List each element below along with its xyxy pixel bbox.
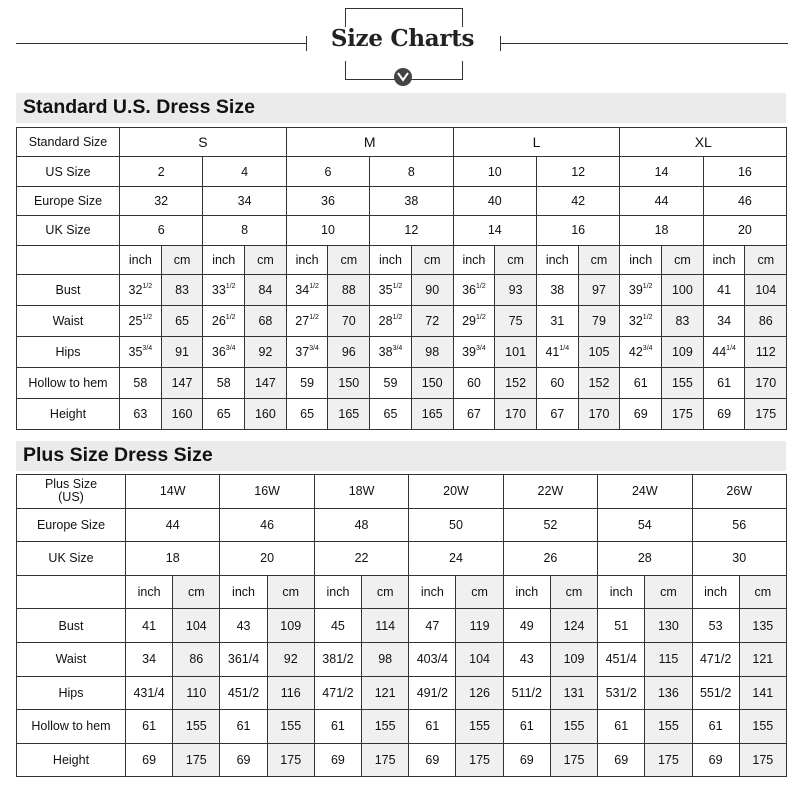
- fraction: 3/4: [642, 344, 653, 352]
- measure-value: 92: [267, 642, 314, 676]
- measure-value: 69: [409, 743, 456, 777]
- size-value: 54: [598, 508, 692, 542]
- measure-value: 104: [745, 274, 787, 305]
- measure-value: 41: [703, 274, 745, 305]
- measure-value: 83: [161, 274, 203, 305]
- size-value: 20: [220, 542, 314, 576]
- row-label: Hips: [17, 676, 126, 710]
- size-value: 14: [453, 216, 536, 245]
- measure-value: 126: [456, 676, 503, 710]
- measure-value: 124: [550, 609, 597, 643]
- plus-row-hips: [17, 676, 787, 710]
- row-label: Waist: [17, 305, 120, 336]
- size-value: 16: [536, 216, 619, 245]
- plus-row-hollow-to-hem: [17, 710, 787, 744]
- measure-value: $34^{1/2}$: [286, 274, 328, 305]
- measure-value: 41: [126, 609, 173, 643]
- row-label: Bust: [17, 609, 126, 643]
- unit-inch: inch: [314, 575, 361, 609]
- size-value: 52: [503, 508, 597, 542]
- measure-value: 60: [453, 367, 495, 398]
- standard-row-waist: [17, 305, 787, 336]
- header-rule-left: [16, 43, 306, 44]
- standard-size-l: L: [453, 128, 620, 157]
- row-label: Height: [17, 743, 126, 777]
- unit-cm: cm: [161, 245, 203, 274]
- measure-value: 431/4: [126, 676, 173, 710]
- measure-value: 61: [703, 367, 745, 398]
- measure-value: $42^{3/4}$: [620, 336, 662, 367]
- plus-size-22w: 22W: [503, 475, 597, 509]
- measure-value: 155: [662, 367, 704, 398]
- fraction: 1/2: [392, 313, 403, 321]
- measure-value: 38: [536, 274, 578, 305]
- measure-value: 471/2: [314, 676, 361, 710]
- fraction: 3/4: [142, 344, 153, 352]
- standard-label-header: Standard Size: [17, 128, 120, 157]
- unit-inch: inch: [620, 245, 662, 274]
- measure-value: 155: [739, 710, 786, 744]
- standard-size-xl: XL: [620, 128, 787, 157]
- measure-value: 61: [126, 710, 173, 744]
- plus-size-26w: 26W: [692, 475, 786, 509]
- fraction: 1/2: [392, 282, 403, 290]
- measure-value: 65: [286, 398, 328, 429]
- size-value: 4: [203, 157, 286, 186]
- standard-unit-row: [17, 245, 787, 274]
- unit-cm: cm: [645, 575, 692, 609]
- row-label: Hollow to hem: [17, 367, 120, 398]
- measure-value: $39^{1/2}$: [620, 274, 662, 305]
- size-value: 24: [409, 542, 503, 576]
- measure-value: 131: [550, 676, 597, 710]
- measure-value: 68: [245, 305, 287, 336]
- row-label: Europe Size: [17, 186, 120, 215]
- measure-value: 109: [267, 609, 314, 643]
- unit-cm: cm: [362, 575, 409, 609]
- unit-cm: cm: [550, 575, 597, 609]
- measure-value: 141: [739, 676, 786, 710]
- measure-value: 511/2: [503, 676, 550, 710]
- measure-value: 84: [245, 274, 287, 305]
- fraction: 1/2: [309, 282, 319, 290]
- size-value: 46: [703, 186, 786, 215]
- measure-value: $36^{1/2}$: [453, 274, 495, 305]
- standard-row-hollow-to-hem: [17, 367, 787, 398]
- measure-value: 175: [362, 743, 409, 777]
- size-value: 12: [536, 157, 619, 186]
- unit-inch: inch: [286, 245, 328, 274]
- measure-value: 47: [409, 609, 456, 643]
- size-value: 20: [703, 216, 786, 245]
- size-value: 10: [453, 157, 536, 186]
- fraction: 3/4: [309, 344, 319, 352]
- unit-inch: inch: [453, 245, 495, 274]
- plus-row-waist: [17, 642, 787, 676]
- measure-value: 104: [173, 609, 220, 643]
- size-value: 48: [314, 508, 408, 542]
- size-value: 34: [203, 186, 286, 215]
- page-title: Size Charts: [330, 25, 475, 52]
- fraction: 1/2: [225, 313, 236, 321]
- measure-value: 53: [692, 609, 739, 643]
- measure-value: 110: [173, 676, 220, 710]
- measure-value: 69: [126, 743, 173, 777]
- measure-value: 116: [267, 676, 314, 710]
- fraction: 1/2: [309, 313, 319, 321]
- measure-value: 381/2: [314, 642, 361, 676]
- measure-value: 136: [645, 676, 692, 710]
- measure-value: 61: [220, 710, 267, 744]
- measure-value: 59: [286, 367, 328, 398]
- measure-value: $44^{1/4}$: [703, 336, 745, 367]
- unit-cm: cm: [495, 245, 537, 274]
- measure-value: 175: [745, 398, 787, 429]
- plus-size-18w: 18W: [314, 475, 408, 509]
- size-value: 40: [453, 186, 536, 215]
- row-label: Europe Size: [17, 508, 126, 542]
- measure-value: 175: [267, 743, 314, 777]
- plus-unit-row: [17, 575, 787, 609]
- measure-value: 61: [692, 710, 739, 744]
- measure-value: 67: [453, 398, 495, 429]
- standard-row-height: [17, 398, 787, 429]
- measure-value: 70: [328, 305, 370, 336]
- measure-value: $26^{1/2}$: [203, 305, 245, 336]
- measure-value: 150: [328, 367, 370, 398]
- measure-value: 150: [411, 367, 453, 398]
- measure-value: 471/2: [692, 642, 739, 676]
- measure-value: $36^{3/4}$: [203, 336, 245, 367]
- size-value: 6: [286, 157, 369, 186]
- measure-value: 45: [314, 609, 361, 643]
- standard-row-hips: [17, 336, 787, 367]
- unit-cm: cm: [456, 575, 503, 609]
- fraction: 1/2: [142, 313, 153, 321]
- fraction: 1/2: [642, 282, 653, 290]
- measure-value: 69: [620, 398, 662, 429]
- size-value: 50: [409, 508, 503, 542]
- unit-cm: cm: [739, 575, 786, 609]
- size-value: 32: [120, 186, 203, 215]
- row-label: UK Size: [17, 542, 126, 576]
- measure-value: 61: [598, 710, 645, 744]
- measure-value: 105: [578, 336, 620, 367]
- measure-value: 69: [503, 743, 550, 777]
- measure-value: 96: [328, 336, 370, 367]
- measure-value: 61: [409, 710, 456, 744]
- page-header: [0, 0, 800, 90]
- unit-inch: inch: [370, 245, 412, 274]
- measure-value: $41^{1/4}$: [536, 336, 578, 367]
- measure-value: 170: [495, 398, 537, 429]
- size-value: 44: [620, 186, 703, 215]
- size-value: 16: [703, 157, 786, 186]
- unit-inch: inch: [703, 245, 745, 274]
- measure-value: 135: [739, 609, 786, 643]
- fraction: 1/2: [642, 313, 653, 321]
- chevron-down-icon: [394, 68, 412, 86]
- unit-cm: cm: [578, 245, 620, 274]
- row-label-empty: [17, 245, 120, 274]
- measure-value: 155: [456, 710, 503, 744]
- fraction: 1/2: [142, 282, 153, 290]
- measure-value: 65: [161, 305, 203, 336]
- unit-cm: cm: [328, 245, 370, 274]
- measure-value: 79: [578, 305, 620, 336]
- measure-value: 59: [370, 367, 412, 398]
- row-label: Hollow to hem: [17, 710, 126, 744]
- measure-value: 119: [456, 609, 503, 643]
- measure-value: 69: [220, 743, 267, 777]
- measure-value: 114: [362, 609, 409, 643]
- measure-value: 97: [578, 274, 620, 305]
- measure-value: 86: [745, 305, 787, 336]
- unit-cm: cm: [745, 245, 787, 274]
- measure-value: 112: [745, 336, 787, 367]
- measure-value: 551/2: [692, 676, 739, 710]
- plus-section-title: Plus Size Dress Size: [23, 444, 213, 466]
- measure-value: 69: [314, 743, 361, 777]
- plus-size-16w: 16W: [220, 475, 314, 509]
- measure-value: 155: [173, 710, 220, 744]
- measure-value: $25^{1/2}$: [120, 305, 162, 336]
- measure-value: 121: [362, 676, 409, 710]
- standard-size-s: S: [120, 128, 287, 157]
- size-value: 2: [120, 157, 203, 186]
- fraction: 1/2: [476, 313, 486, 321]
- fraction: 3/4: [225, 344, 236, 352]
- measure-value: 361/4: [220, 642, 267, 676]
- standard-row-uk-size: [17, 216, 787, 245]
- measure-value: 109: [550, 642, 597, 676]
- fraction: 3/4: [476, 344, 486, 352]
- measure-value: $29^{1/2}$: [453, 305, 495, 336]
- measure-value: 31: [536, 305, 578, 336]
- fraction: 1/2: [476, 282, 486, 290]
- standard-row-europe-size: [17, 186, 787, 215]
- measure-value: 152: [578, 367, 620, 398]
- unit-cm: cm: [267, 575, 314, 609]
- fraction: 1/4: [726, 344, 736, 352]
- unit-inch: inch: [220, 575, 267, 609]
- standard-size-m: M: [286, 128, 453, 157]
- size-value: 12: [370, 216, 453, 245]
- size-value: 38: [370, 186, 453, 215]
- measure-value: 175: [739, 743, 786, 777]
- measure-value: $32^{1/2}$: [120, 274, 162, 305]
- measure-value: 175: [173, 743, 220, 777]
- measure-value: 58: [203, 367, 245, 398]
- measure-value: 34: [126, 642, 173, 676]
- fraction: 3/4: [392, 344, 403, 352]
- measure-value: 160: [245, 398, 287, 429]
- plus-row-uk-size: [17, 542, 787, 576]
- unit-inch: inch: [126, 575, 173, 609]
- unit-inch: inch: [598, 575, 645, 609]
- measure-value: 491/2: [409, 676, 456, 710]
- measure-value: 60: [536, 367, 578, 398]
- plus-size-14w: 14W: [126, 475, 220, 509]
- fraction: 1/2: [225, 282, 236, 290]
- measure-value: 147: [245, 367, 287, 398]
- measure-value: 61: [503, 710, 550, 744]
- measure-value: 58: [120, 367, 162, 398]
- measure-value: 175: [550, 743, 597, 777]
- measure-value: 51: [598, 609, 645, 643]
- standard-size-table: [16, 127, 787, 430]
- unit-inch: inch: [536, 245, 578, 274]
- measure-value: 69: [703, 398, 745, 429]
- standard-size-header-row: [17, 128, 787, 157]
- plus-size-header-row: [17, 475, 787, 509]
- size-value: 18: [126, 542, 220, 576]
- measure-value: $27^{1/2}$: [286, 305, 328, 336]
- unit-cm: cm: [662, 245, 704, 274]
- measure-value: 43: [220, 609, 267, 643]
- standard-row-bust: [17, 274, 787, 305]
- size-value: 56: [692, 508, 786, 542]
- row-label: US Size: [17, 157, 120, 186]
- measure-value: 109: [662, 336, 704, 367]
- plus-size-table: [16, 474, 787, 777]
- plus-row-europe-size: [17, 508, 787, 542]
- measure-value: 100: [662, 274, 704, 305]
- plus-label-header: Plus Size (US): [17, 475, 126, 509]
- measure-value: 170: [745, 367, 787, 398]
- measure-value: 98: [362, 642, 409, 676]
- measure-value: 451/2: [220, 676, 267, 710]
- measure-value: $32^{1/2}$: [620, 305, 662, 336]
- measure-value: 61: [620, 367, 662, 398]
- fraction: 1/4: [559, 344, 570, 352]
- measure-value: 75: [495, 305, 537, 336]
- measure-value: $35^{1/2}$: [370, 274, 412, 305]
- measure-value: 403/4: [409, 642, 456, 676]
- measure-value: 104: [456, 642, 503, 676]
- measure-value: $35^{3/4}$: [120, 336, 162, 367]
- size-value: 46: [220, 508, 314, 542]
- measure-value: $38^{3/4}$: [370, 336, 412, 367]
- unit-inch: inch: [692, 575, 739, 609]
- unit-inch: inch: [409, 575, 456, 609]
- measure-value: 90: [411, 274, 453, 305]
- measure-value: 155: [362, 710, 409, 744]
- size-value: 14: [620, 157, 703, 186]
- measure-value: 61: [314, 710, 361, 744]
- unit-inch: inch: [120, 245, 162, 274]
- measure-value: 101: [495, 336, 537, 367]
- size-value: 42: [536, 186, 619, 215]
- header-rule-right: [500, 43, 788, 44]
- size-value: 28: [598, 542, 692, 576]
- measure-value: 170: [578, 398, 620, 429]
- measure-value: 155: [550, 710, 597, 744]
- row-label: Bust: [17, 274, 120, 305]
- plus-row-height: [17, 743, 787, 777]
- measure-value: 69: [598, 743, 645, 777]
- row-label: Waist: [17, 642, 126, 676]
- size-value: 8: [203, 216, 286, 245]
- measure-value: 67: [536, 398, 578, 429]
- measure-value: 88: [328, 274, 370, 305]
- size-value: 10: [286, 216, 369, 245]
- measure-value: 152: [495, 367, 537, 398]
- measure-value: 86: [173, 642, 220, 676]
- measure-value: 65: [370, 398, 412, 429]
- measure-value: 115: [645, 642, 692, 676]
- measure-value: 175: [645, 743, 692, 777]
- size-value: 8: [370, 157, 453, 186]
- measure-value: $37^{3/4}$: [286, 336, 328, 367]
- standard-section-heading: [16, 93, 786, 123]
- measure-value: $39^{3/4}$: [453, 336, 495, 367]
- standard-section-title: Standard U.S. Dress Size: [23, 96, 255, 118]
- measure-value: 147: [161, 367, 203, 398]
- measure-value: 69: [692, 743, 739, 777]
- size-value: 26: [503, 542, 597, 576]
- plus-size-20w: 20W: [409, 475, 503, 509]
- unit-cm: cm: [411, 245, 453, 274]
- measure-value: 34: [703, 305, 745, 336]
- measure-value: $33^{1/2}$: [203, 274, 245, 305]
- measure-value: 121: [739, 642, 786, 676]
- measure-value: 155: [267, 710, 314, 744]
- measure-value: 91: [161, 336, 203, 367]
- measure-value: 155: [645, 710, 692, 744]
- measure-value: 65: [203, 398, 245, 429]
- measure-value: $28^{1/2}$: [370, 305, 412, 336]
- measure-value: 63: [120, 398, 162, 429]
- size-value: 30: [692, 542, 786, 576]
- size-value: 22: [314, 542, 408, 576]
- row-label: Height: [17, 398, 120, 429]
- measure-value: 130: [645, 609, 692, 643]
- standard-row-us-size: [17, 157, 787, 186]
- measure-value: 531/2: [598, 676, 645, 710]
- measure-value: 49: [503, 609, 550, 643]
- unit-inch: inch: [503, 575, 550, 609]
- measure-value: 160: [161, 398, 203, 429]
- measure-value: 165: [328, 398, 370, 429]
- measure-value: 175: [456, 743, 503, 777]
- measure-value: 451/4: [598, 642, 645, 676]
- plus-row-bust: [17, 609, 787, 643]
- plus-size-24w: 24W: [598, 475, 692, 509]
- measure-value: 175: [662, 398, 704, 429]
- unit-cm: cm: [245, 245, 287, 274]
- size-value: 36: [286, 186, 369, 215]
- row-label: UK Size: [17, 216, 120, 245]
- measure-value: 165: [411, 398, 453, 429]
- unit-inch: inch: [203, 245, 245, 274]
- size-value: 44: [126, 508, 220, 542]
- unit-cm: cm: [173, 575, 220, 609]
- measure-value: 43: [503, 642, 550, 676]
- size-value: 18: [620, 216, 703, 245]
- plus-section-heading: [16, 441, 786, 471]
- measure-value: 72: [411, 305, 453, 336]
- measure-value: 83: [662, 305, 704, 336]
- measure-value: 92: [245, 336, 287, 367]
- size-value: 6: [120, 216, 203, 245]
- measure-value: 93: [495, 274, 537, 305]
- row-label: Hips: [17, 336, 120, 367]
- row-label-empty: [17, 575, 126, 609]
- measure-value: 98: [411, 336, 453, 367]
